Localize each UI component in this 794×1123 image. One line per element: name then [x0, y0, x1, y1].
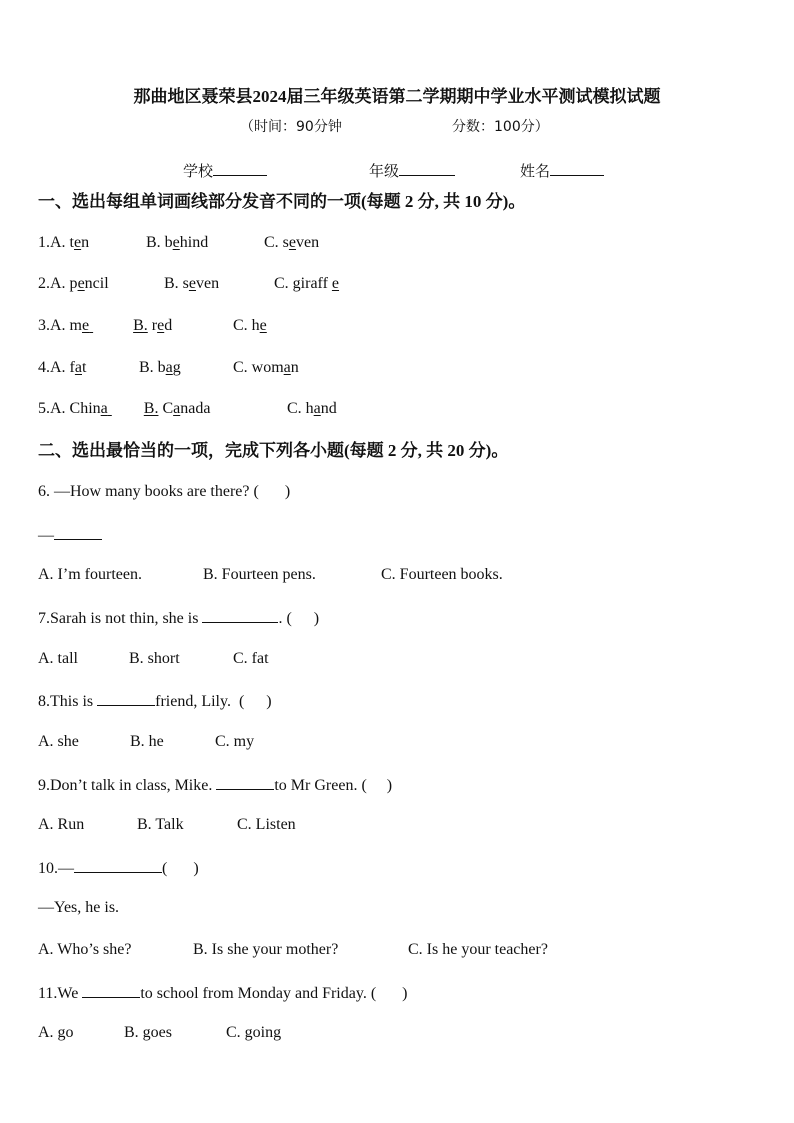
- answer-blank-6[interactable]: [54, 524, 102, 540]
- question-4: 4.A. fat: [38, 359, 87, 376]
- question-6: 6. —How many books are there? ( ): [38, 483, 291, 500]
- question-2: 2.A. pencil: [38, 275, 109, 292]
- reply-10: —Yes, he is.: [38, 899, 120, 916]
- option-10b[interactable]: B. Is she your mother?: [193, 941, 339, 958]
- option-8a[interactable]: A. she: [38, 733, 79, 750]
- grade-field[interactable]: [369, 160, 455, 181]
- option-1b[interactable]: B. behind: [146, 234, 209, 251]
- option-3c[interactable]: C. he: [233, 317, 267, 334]
- question-11: 11.We to school from Monday and Friday. ( ): [38, 982, 407, 1004]
- name-blank[interactable]: [550, 160, 604, 176]
- option-9c[interactable]: C. Listen: [237, 816, 296, 833]
- question-1: 1.A. ten: [38, 234, 90, 251]
- option-4a[interactable]: A. fat: [50, 359, 87, 376]
- option-6b[interactable]: B. Fourteen pens.: [203, 566, 316, 583]
- option-8b[interactable]: B. he: [130, 733, 164, 750]
- option-5b[interactable]: B.: [143, 400, 159, 417]
- option-4c[interactable]: C. woman: [233, 359, 299, 376]
- school-label: 学校: [183, 162, 214, 180]
- question-5: 5.A. China B. Canada: [38, 400, 211, 417]
- option-7a[interactable]: A. tall: [38, 650, 78, 667]
- option-2c[interactable]: C. giraff e: [274, 275, 340, 292]
- question-7: 7.Sarah is not thin, she is . ( ): [38, 607, 319, 629]
- option-3a[interactable]: A. me B.: [50, 317, 148, 334]
- option-6c[interactable]: C. Fourteen books.: [381, 566, 503, 583]
- question-8: 8.This is friend, Lily. ( ): [38, 690, 272, 712]
- option-8c[interactable]: C. my: [215, 733, 255, 750]
- answer-line-6[interactable]: —: [38, 524, 102, 546]
- exam-title: 那曲地区聂荣县2024届三年级英语第二学期期中学业水平测试模拟试题: [133, 87, 661, 106]
- question-3: 3.A. me B. red: [38, 317, 173, 334]
- option-11a[interactable]: A. go: [38, 1024, 74, 1041]
- grade-label: 年级: [369, 162, 400, 180]
- option-5a[interactable]: A. China B.: [50, 400, 159, 417]
- time-label: （时间：90分钟: [240, 119, 342, 135]
- option-9b[interactable]: B. Talk: [137, 816, 184, 833]
- option-2a[interactable]: A. pencil: [50, 275, 109, 292]
- answer-blank-8[interactable]: [97, 690, 155, 706]
- option-6a[interactable]: A. I’m fourteen.: [38, 566, 142, 583]
- option-2b[interactable]: B. seven: [164, 275, 220, 292]
- name-label: 姓名: [520, 162, 551, 180]
- option-7b[interactable]: B. short: [129, 650, 180, 667]
- question-10: 10.— ( ): [38, 857, 199, 879]
- school-blank[interactable]: [213, 160, 267, 176]
- option-11c[interactable]: C. going: [226, 1024, 282, 1041]
- answer-blank-7[interactable]: [202, 607, 278, 623]
- option-11b[interactable]: B. goes: [124, 1024, 172, 1041]
- option-1a[interactable]: A. ten: [50, 234, 90, 251]
- option-1c[interactable]: C. seven: [264, 234, 320, 251]
- answer-blank-9[interactable]: [216, 774, 274, 790]
- option-10c[interactable]: C. Is he your teacher?: [408, 941, 548, 958]
- name-field[interactable]: [520, 160, 604, 181]
- answer-blank-11[interactable]: [82, 982, 140, 998]
- option-5c[interactable]: C. hand: [287, 400, 337, 417]
- school-field[interactable]: [183, 160, 267, 181]
- option-3b[interactable]: B.: [133, 317, 148, 334]
- section1-heading: 一、选出每组单词画线部分发音不同的一项(每题 2 分, 共 10 分)。: [38, 192, 526, 211]
- question-9: 9.Don’t talk in class, Mike. to Mr Green. ( ): [38, 774, 392, 796]
- option-10a[interactable]: A. Who’s she?: [38, 941, 132, 958]
- grade-blank[interactable]: [399, 160, 455, 176]
- option-9a[interactable]: A. Run: [38, 816, 85, 833]
- answer-blank-10[interactable]: [74, 857, 162, 873]
- option-4b[interactable]: B. bag: [139, 359, 181, 376]
- option-7c[interactable]: C. fat: [233, 650, 269, 667]
- score-label: 分数：100分）: [452, 119, 549, 135]
- section2-heading: 二、选出最恰当的一项，完成下列各小题(每题 2 分, 共 20 分)。: [38, 441, 509, 460]
